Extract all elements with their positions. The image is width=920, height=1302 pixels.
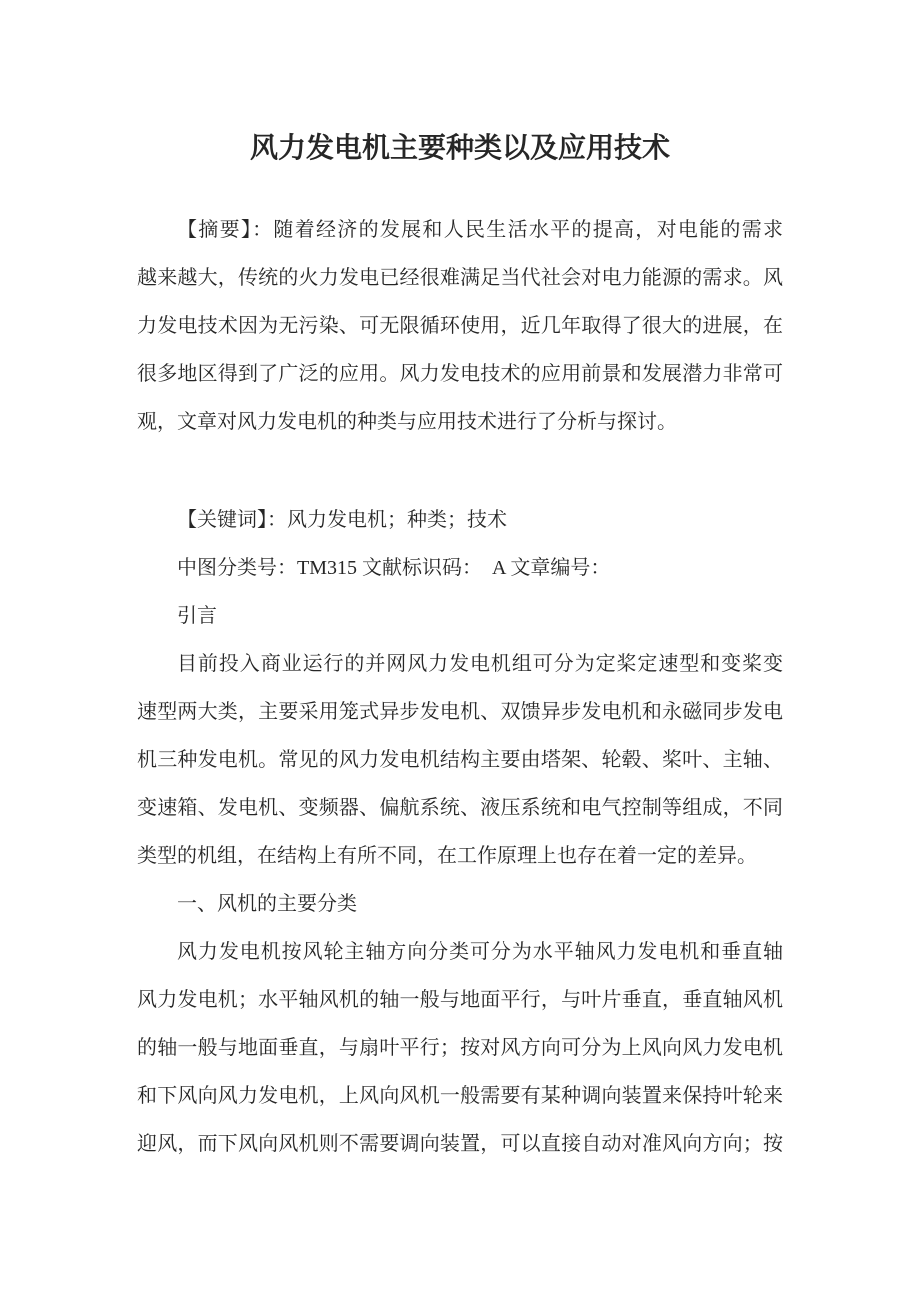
intro-heading: 引言 [177,605,217,627]
body-line: 风力发电机；水平轴风机的轴一般与地面平行，与叶片垂直，垂直轴风机 [137,989,783,1011]
abstract-line: 很多地区得到了广泛的应用。风力发电技术的应用前景和发展潜力非常可 [137,363,783,385]
abstract-line: 观，文章对风力发电机的种类与应用技术进行了分析与探讨。 [137,411,677,433]
body-line: 速型两大类，主要采用笼式异步发电机、双馈异步发电机和永磁同步发电 [137,701,783,723]
abstract-paragraph [137,206,783,446]
keywords-line: 【关键词】：风力发电机；种类；技术 [177,509,507,531]
abstract-line: 越来越大，传统的火力发电已经很难满足当代社会对电力能源的需求。风 [137,267,783,289]
body-line: 的轴一般与地面垂直，与扇叶平行；按对风方向可分为上风向风力发电机 [137,1037,783,1059]
body-line: 和下风向风力发电机，上风向风机一般需要有某种调向装置来保持叶轮来 [137,1085,783,1107]
body-line: 目前投入商业运行的并网风力发电机组可分为定桨定速型和变桨变 [177,653,783,675]
body-line: 变速箱、发电机、变频器、偏航系统、液压系统和电气控制等组成，不同 [137,797,783,819]
section-heading-block [137,880,783,928]
section-paragraph [137,928,783,1168]
abstract-line: 力发电技术因为无污染、可无限循环使用，近几年取得了很大的进展，在 [137,315,783,337]
intro-paragraph [137,640,783,880]
document-title: 风力发电机主要种类以及应用技术 [249,132,670,164]
abstract-line: 【摘要】：随着经济的发展和人民生活水平的提高，对电能的需求 [177,219,783,241]
classification-line: 中图分类号：TM315 文献标识码： A 文章编号： [177,557,611,579]
body-line: 机三种发电机。常见的风力发电机结构主要由塔架、轮毂、桨叶、主轴、 [137,749,783,771]
body-line: 类型的机组，在结构上有所不同，在工作原理上也存在着一定的差异。 [137,845,757,867]
section-heading: 一、风机的主要分类 [177,893,357,915]
body-line: 迎风，而下风向风机则不需要调向装置，可以直接自动对准风向方向；按 [137,1133,783,1155]
meta-block [137,496,783,640]
body-line: 风力发电机按风轮主轴方向分类可分为水平轴风力发电机和垂直轴 [177,941,783,963]
